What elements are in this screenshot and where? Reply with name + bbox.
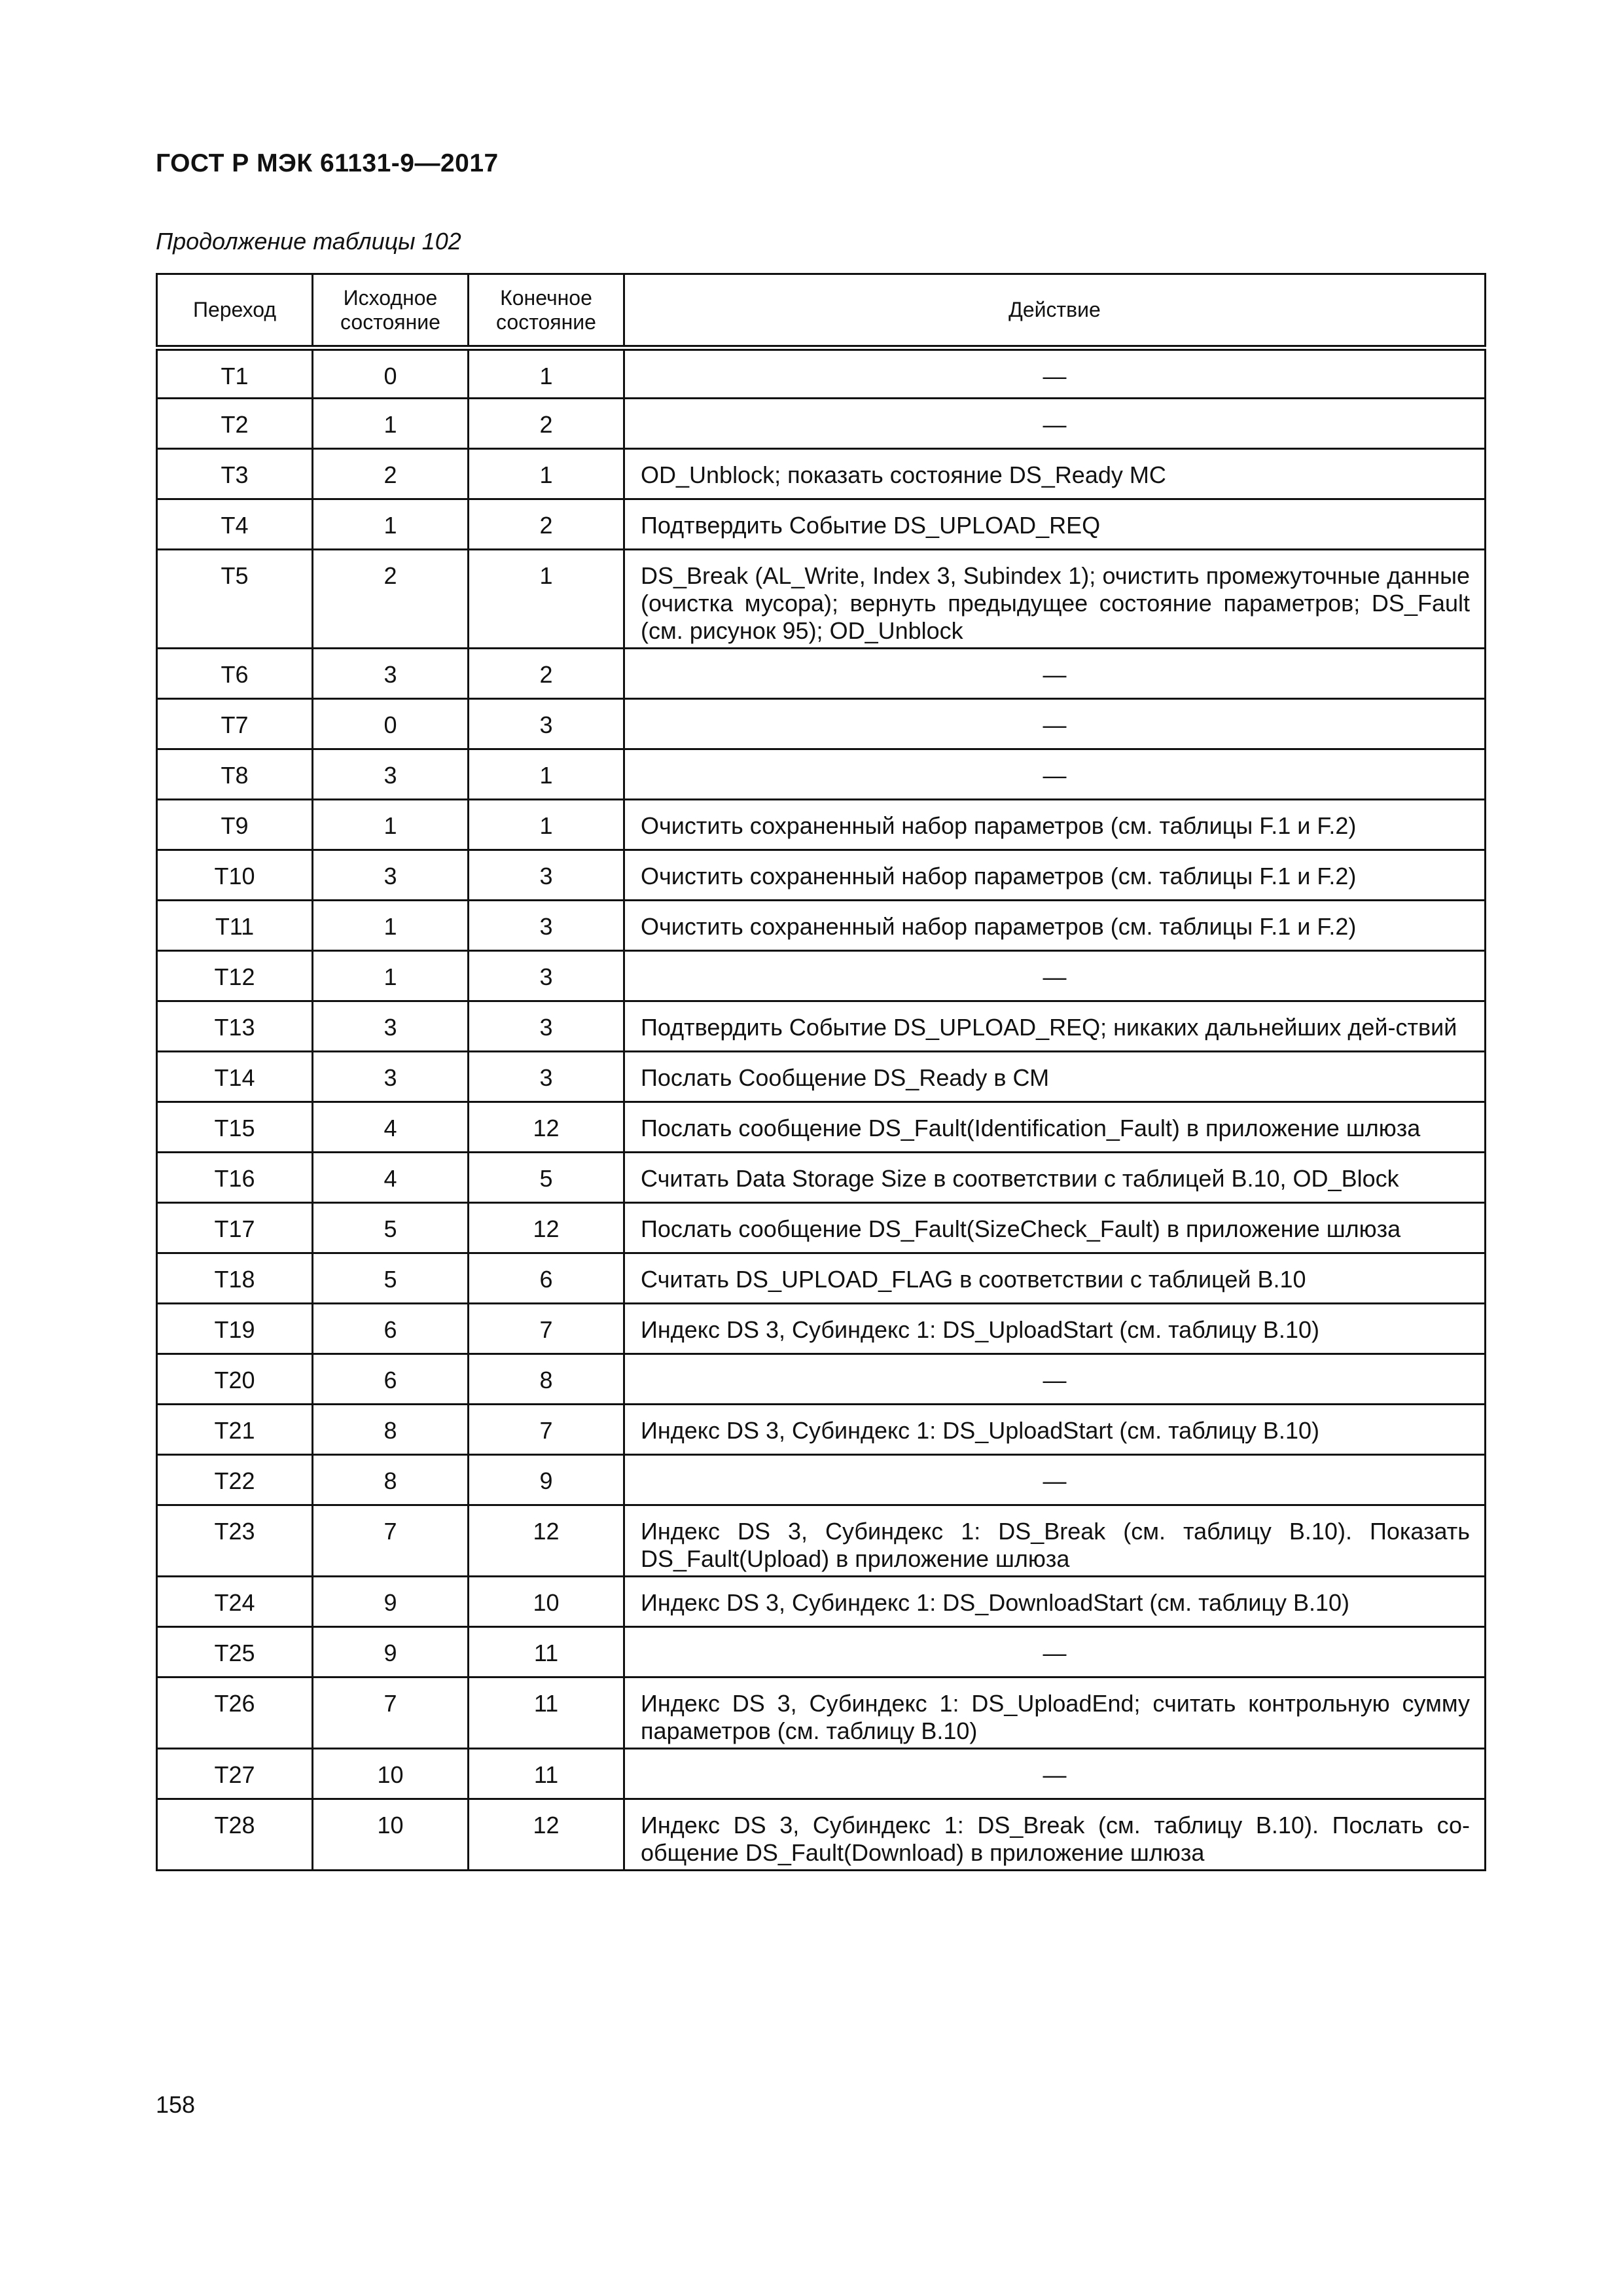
table-row xyxy=(157,1677,1486,1749)
cell-action: Индекс DS 3, Субиндекс 1: DS_DownloadStart (см. таблицу В.10) xyxy=(624,1577,1486,1627)
cell-transition: T8 xyxy=(157,749,313,800)
table-row xyxy=(157,649,1486,699)
cell-source-state: 3 xyxy=(313,749,469,800)
cell-target-state: 9 xyxy=(469,1455,624,1505)
table-header xyxy=(157,274,1486,348)
cell-action: — xyxy=(624,399,1486,449)
cell-transition: T18 xyxy=(157,1253,313,1304)
table-row xyxy=(157,1102,1486,1153)
cell-source-state: 1 xyxy=(313,499,469,550)
cell-action: Индекс DS 3, Субиндекс 1: DS_UploadEnd; считать контрольную сумму параметров (см. таблицу В.10) xyxy=(624,1677,1486,1749)
cell-action: — xyxy=(624,348,1486,399)
cell-action: Послать сообщение DS_Fault(Identification_Fault) в приложение шлюза xyxy=(624,1102,1486,1153)
cell-transition: T24 xyxy=(157,1577,313,1627)
cell-transition: T9 xyxy=(157,800,313,850)
cell-target-state: 6 xyxy=(469,1253,624,1304)
cell-target-state: 2 xyxy=(469,649,624,699)
table-row xyxy=(157,749,1486,800)
cell-source-state: 1 xyxy=(313,399,469,449)
cell-target-state: 1 xyxy=(469,449,624,499)
cell-source-state: 10 xyxy=(313,1799,469,1871)
cell-target-state: 11 xyxy=(469,1677,624,1749)
cell-transition: T23 xyxy=(157,1505,313,1577)
table-row xyxy=(157,901,1486,951)
cell-source-state: 9 xyxy=(313,1577,469,1627)
table-row xyxy=(157,399,1486,449)
cell-action: — xyxy=(624,649,1486,699)
cell-target-state: 11 xyxy=(469,1627,624,1677)
table-row xyxy=(157,1001,1486,1052)
header-line: Конечное xyxy=(500,285,592,310)
column-header-source-state xyxy=(313,274,469,348)
table-caption: Продолжение таблицы 102 xyxy=(156,228,461,255)
cell-action: Очистить сохраненный набор параметров (см. таблицы F.1 и F.2) xyxy=(624,800,1486,850)
transition-table xyxy=(156,273,1486,1871)
table-row xyxy=(157,1405,1486,1455)
cell-transition: T7 xyxy=(157,699,313,749)
cell-action: — xyxy=(624,1749,1486,1799)
cell-action: — xyxy=(624,1354,1486,1405)
cell-target-state: 1 xyxy=(469,550,624,649)
cell-action: Подтвердить Событие DS_UPLOAD_REQ xyxy=(624,499,1486,550)
cell-transition: T20 xyxy=(157,1354,313,1405)
table-row xyxy=(157,550,1486,649)
cell-target-state: 3 xyxy=(469,1052,624,1102)
table-row xyxy=(157,1052,1486,1102)
cell-transition: T28 xyxy=(157,1799,313,1871)
cell-transition: T25 xyxy=(157,1627,313,1677)
cell-transition: T22 xyxy=(157,1455,313,1505)
cell-transition: T4 xyxy=(157,499,313,550)
cell-source-state: 0 xyxy=(313,699,469,749)
cell-source-state: 1 xyxy=(313,800,469,850)
page-number: 158 xyxy=(156,2091,196,2118)
table-row xyxy=(157,1749,1486,1799)
cell-target-state: 1 xyxy=(469,749,624,800)
cell-action: Индекс DS 3, Субиндекс 1: DS_Break (см. таблицу В.10). Послать со-общение DS_Fault(Download) в приложение шлюза xyxy=(624,1799,1486,1871)
cell-target-state: 8 xyxy=(469,1354,624,1405)
cell-target-state: 12 xyxy=(469,1102,624,1153)
table-row xyxy=(157,1354,1486,1405)
cell-source-state: 3 xyxy=(313,850,469,901)
header-line: Исходное xyxy=(343,285,438,310)
cell-source-state: 9 xyxy=(313,1627,469,1677)
cell-transition: T27 xyxy=(157,1749,313,1799)
header-row xyxy=(157,274,1486,348)
cell-target-state: 3 xyxy=(469,951,624,1001)
cell-action: — xyxy=(624,951,1486,1001)
cell-action: Индекс DS 3, Субиндекс 1: DS_UploadStart (см. таблицу В.10) xyxy=(624,1405,1486,1455)
cell-action: OD_Unblock; показать состояние DS_Ready MC xyxy=(624,449,1486,499)
cell-transition: T15 xyxy=(157,1102,313,1153)
table-row xyxy=(157,348,1486,399)
header-line: Переход xyxy=(192,298,277,321)
cell-action: Очистить сохраненный набор параметров (см. таблицы F.1 и F.2) xyxy=(624,850,1486,901)
cell-source-state: 10 xyxy=(313,1749,469,1799)
cell-source-state: 7 xyxy=(313,1505,469,1577)
cell-source-state: 3 xyxy=(313,649,469,699)
cell-source-state: 4 xyxy=(313,1102,469,1153)
cell-target-state: 3 xyxy=(469,1001,624,1052)
cell-source-state: 0 xyxy=(313,348,469,399)
table-row xyxy=(157,1505,1486,1577)
table-row xyxy=(157,1153,1486,1203)
cell-action: Очистить сохраненный набор параметров (см. таблицы F.1 и F.2) xyxy=(624,901,1486,951)
cell-action: — xyxy=(624,699,1486,749)
cell-action: — xyxy=(624,1455,1486,1505)
cell-transition: T12 xyxy=(157,951,313,1001)
cell-target-state: 3 xyxy=(469,901,624,951)
cell-target-state: 1 xyxy=(469,348,624,399)
cell-transition: T14 xyxy=(157,1052,313,1102)
table-row xyxy=(157,800,1486,850)
cell-target-state: 11 xyxy=(469,1749,624,1799)
table-row xyxy=(157,1799,1486,1871)
cell-transition: T13 xyxy=(157,1001,313,1052)
cell-target-state: 10 xyxy=(469,1577,624,1627)
cell-source-state: 2 xyxy=(313,449,469,499)
cell-action: Индекс DS 3, Субиндекс 1: DS_UploadStart (см. таблицу В.10) xyxy=(624,1304,1486,1354)
cell-source-state: 8 xyxy=(313,1455,469,1505)
cell-action: Подтвердить Событие DS_UPLOAD_REQ; никаких дальнейших дей-ствий xyxy=(624,1001,1486,1052)
cell-action: Считать Data Storage Size в соответствии с таблицей В.10, OD_Block xyxy=(624,1153,1486,1203)
cell-source-state: 6 xyxy=(313,1304,469,1354)
cell-target-state: 5 xyxy=(469,1153,624,1203)
table-row xyxy=(157,1627,1486,1677)
cell-source-state: 3 xyxy=(313,1001,469,1052)
cell-transition: T19 xyxy=(157,1304,313,1354)
cell-source-state: 2 xyxy=(313,550,469,649)
cell-action: — xyxy=(624,1627,1486,1677)
cell-source-state: 1 xyxy=(313,901,469,951)
cell-transition: T10 xyxy=(157,850,313,901)
table-row xyxy=(157,850,1486,901)
cell-target-state: 2 xyxy=(469,399,624,449)
table-row xyxy=(157,449,1486,499)
cell-target-state: 12 xyxy=(469,1203,624,1253)
table-row xyxy=(157,699,1486,749)
table-row xyxy=(157,951,1486,1001)
cell-target-state: 12 xyxy=(469,1799,624,1871)
table-row xyxy=(157,1203,1486,1253)
cell-transition: T2 xyxy=(157,399,313,449)
header-line: состояние xyxy=(496,310,596,334)
cell-action: — xyxy=(624,749,1486,800)
cell-target-state: 1 xyxy=(469,800,624,850)
cell-target-state: 12 xyxy=(469,1505,624,1577)
document-header: ГОСТ Р МЭК 61131-9—2017 xyxy=(156,149,499,177)
table-row xyxy=(157,499,1486,550)
cell-transition: T1 xyxy=(157,348,313,399)
cell-target-state: 2 xyxy=(469,499,624,550)
cell-transition: T6 xyxy=(157,649,313,699)
cell-source-state: 5 xyxy=(313,1203,469,1253)
cell-source-state: 6 xyxy=(313,1354,469,1405)
cell-action: Послать сообщение DS_Fault(SizeCheck_Fault) в приложение шлюза xyxy=(624,1203,1486,1253)
table-body xyxy=(157,348,1486,1871)
cell-source-state: 7 xyxy=(313,1677,469,1749)
column-header-action xyxy=(624,274,1486,348)
cell-target-state: 3 xyxy=(469,850,624,901)
table-row xyxy=(157,1577,1486,1627)
cell-target-state: 3 xyxy=(469,699,624,749)
cell-transition: T21 xyxy=(157,1405,313,1455)
table-row xyxy=(157,1304,1486,1354)
cell-source-state: 3 xyxy=(313,1052,469,1102)
column-header-transition xyxy=(157,274,313,348)
cell-action: Послать Сообщение DS_Ready в СМ xyxy=(624,1052,1486,1102)
cell-source-state: 1 xyxy=(313,951,469,1001)
cell-action: DS_Break (AL_Write, Index 3, Subindex 1); очистить промежуточные данные (очистка мусора); вернуть предыдущее состояние параметров; DS_Fault (см. рисунок 95); OD_Unblock xyxy=(624,550,1486,649)
cell-target-state: 7 xyxy=(469,1405,624,1455)
table-row xyxy=(157,1253,1486,1304)
cell-action: Индекс DS 3, Субиндекс 1: DS_Break (см. таблицу В.10). Показать DS_Fault(Upload) в приложение шлюза xyxy=(624,1505,1486,1577)
cell-transition: T11 xyxy=(157,901,313,951)
column-header-target-state xyxy=(469,274,624,348)
cell-target-state: 7 xyxy=(469,1304,624,1354)
cell-transition: T5 xyxy=(157,550,313,649)
cell-transition: T17 xyxy=(157,1203,313,1253)
cell-source-state: 8 xyxy=(313,1405,469,1455)
cell-source-state: 4 xyxy=(313,1153,469,1203)
table-row xyxy=(157,1455,1486,1505)
cell-action: Считать DS_UPLOAD_FLAG в соответствии с таблицей В.10 xyxy=(624,1253,1486,1304)
cell-transition: T3 xyxy=(157,449,313,499)
header-line: Действие xyxy=(1008,298,1101,321)
cell-transition: T16 xyxy=(157,1153,313,1203)
cell-transition: T26 xyxy=(157,1677,313,1749)
header-line: состояние xyxy=(340,310,440,334)
cell-source-state: 5 xyxy=(313,1253,469,1304)
